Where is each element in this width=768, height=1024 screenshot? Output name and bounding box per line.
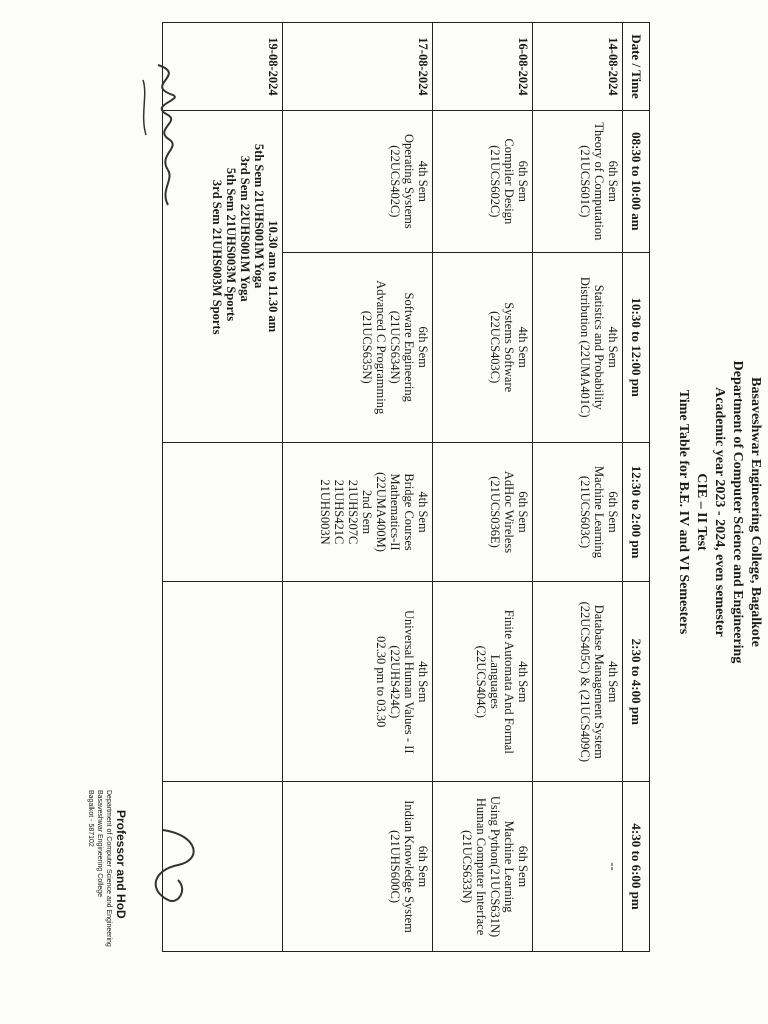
cell-text: (22UCS405C) & (21UCS409C) (578, 601, 592, 762)
table-row (433, 23, 533, 952)
hod-signature (138, 820, 208, 910)
cell-text: 21UHS421C (332, 479, 346, 545)
cell-text: Mathematics-II (388, 473, 402, 551)
date-cell: 16-08-2024 (433, 23, 533, 111)
empty-cell (163, 582, 283, 782)
cell-text: (21UCS602C) (488, 145, 502, 218)
date-cell: 14-08-2024 (533, 23, 623, 111)
hod-stamp (88, 780, 208, 980)
exam-cell (283, 782, 433, 952)
cell-text: Advanced C Programming (374, 280, 388, 415)
cell-text: Finite Automata And Formal (502, 609, 516, 754)
exam-cell (533, 110, 623, 252)
cell-text: Universal Human Values - II (402, 610, 416, 754)
exam-cell (533, 782, 623, 952)
cell-text: 6th Sem (606, 491, 620, 533)
college-name: Basaveshwar Engineering College, Bagalkote (748, 377, 763, 647)
column-header: 12:30 to 2:00 pm (623, 442, 650, 582)
date-cell: 17-08-2024 (283, 23, 433, 111)
empty-cell (163, 442, 283, 582)
exam-cell (533, 252, 623, 442)
course-line: 3rd Sem 22UHS001M Yoga (238, 155, 252, 302)
cell-text: Indian Knowledge System (402, 800, 416, 933)
exam-cell (433, 442, 533, 582)
exam-cell (533, 442, 623, 582)
column-header: 2:30 to 4:00 pm (623, 582, 650, 782)
cell-text: (21UCS603C) (578, 475, 592, 549)
cell-text: Statistics and Probability (592, 284, 606, 410)
document-header (674, 0, 768, 1024)
cell-text: 6th Sem (416, 845, 430, 888)
cell-text: 4th Sem (416, 160, 430, 203)
timetable (162, 22, 650, 952)
exam-cell (433, 582, 533, 782)
time-label: 10.30 am to 11.30 am (266, 220, 280, 333)
exam-cell (283, 442, 433, 582)
course-line: 5th Sem 21UHS003M Sports (224, 167, 238, 322)
cell-text: Languages (488, 654, 502, 709)
exam-cell (283, 110, 433, 252)
cell-text: Human Computer Interface (474, 797, 488, 936)
department-name: Department of Computer Science and Engineering (730, 360, 745, 664)
cell-text: (22UCS403C) (488, 311, 502, 384)
cell-text: 4th Sem (416, 661, 430, 703)
cell-text: 4th Sem (516, 326, 530, 368)
cell-text: -- (606, 862, 620, 871)
course-line: 5th Sem 21UHS001M Yoga (252, 143, 266, 289)
cell-text: (21UCS036E) (488, 476, 502, 548)
exam-cell (433, 110, 533, 252)
cell-text: 6th Sem (416, 326, 430, 368)
table-row (533, 23, 623, 952)
cell-text: (22UCS402C) (388, 145, 402, 218)
cell-text: 4th Sem (416, 491, 430, 533)
course-line: 3rd Sem 21UHS003M Sports (210, 179, 224, 335)
cell-text: Software Engineering (402, 292, 416, 402)
cell-text: 4th Sem (516, 661, 530, 703)
stamp-name: Professor and HoD (114, 810, 128, 919)
cell-text: Systems Software (502, 302, 516, 393)
cell-text: Database Management System (592, 604, 606, 759)
cell-text: (21UCS601C) (578, 145, 592, 218)
cell-text: (22UHS424C) (388, 645, 402, 719)
cell-text: 4th Sem (606, 326, 620, 368)
cell-text: 21UHS207C (346, 479, 360, 545)
test-name: CIE – II Test (694, 473, 709, 551)
exam-cell (533, 582, 623, 782)
stamp-line: Basaveshwar Engineering College (96, 790, 103, 898)
cell-text: 6th Sem (516, 845, 530, 888)
cell-text: 6th Sem (606, 160, 620, 203)
stamp-line: Bagalkot - 587102 (87, 790, 94, 847)
cell-text: Using Python(21UCS631N) (488, 795, 502, 938)
exam-cell (433, 782, 533, 952)
timetable-title: Time Table for B.E. IV and VI Semesters (676, 389, 691, 635)
cell-text: 02.30 pm to 03.30 (374, 636, 388, 728)
cell-text: 4th Sem (606, 661, 620, 703)
handwritten-signature (128, 60, 198, 210)
cell-text: Machine Learning (592, 466, 606, 559)
table-row (283, 23, 433, 952)
cell-text: 21UHS003N (318, 479, 332, 545)
cell-text: AdHoc Wireless (502, 470, 516, 554)
cell-text: (21UCS634N) (388, 310, 402, 384)
cell-text: Machine Learning (502, 820, 516, 913)
exam-cell (433, 252, 533, 442)
cell-text: (22UCS404C) (474, 645, 488, 718)
exam-cell (283, 582, 433, 782)
header-row (623, 23, 650, 952)
cell-text: Theory of Computation (592, 122, 606, 241)
cell-text: 6th Sem (516, 160, 530, 203)
cell-text: Distribution (22UMA401C) (578, 276, 592, 418)
cell-text: (22UMA400M) (374, 472, 388, 552)
cell-text: (21UCS633N) (460, 830, 474, 904)
cell-text: Bridge Courses (402, 473, 416, 551)
column-header: Date / Time (623, 23, 650, 111)
cell-text: 6th Sem (516, 491, 530, 533)
exam-cell (283, 252, 433, 442)
cell-text: Compiler Design (502, 138, 516, 225)
cell-text: (21UCS635N) (360, 310, 374, 384)
cell-text: (21UHS600C) (388, 830, 402, 904)
stamp-line: Department of Computer Science and Engineering (105, 790, 112, 947)
cell-text: Operating Systems (402, 133, 416, 229)
cell-text: 2nd Sem (360, 489, 374, 535)
date-cell: 19-08-2024 (163, 23, 283, 111)
column-header: 4:30 to 6:00 pm (623, 782, 650, 952)
column-header: 10:30 to 12:00 pm (623, 252, 650, 442)
academic-year: Academic year 2023 - 2024, even semester (712, 387, 727, 637)
column-header: 08:30 to 10:00 am (623, 110, 650, 252)
